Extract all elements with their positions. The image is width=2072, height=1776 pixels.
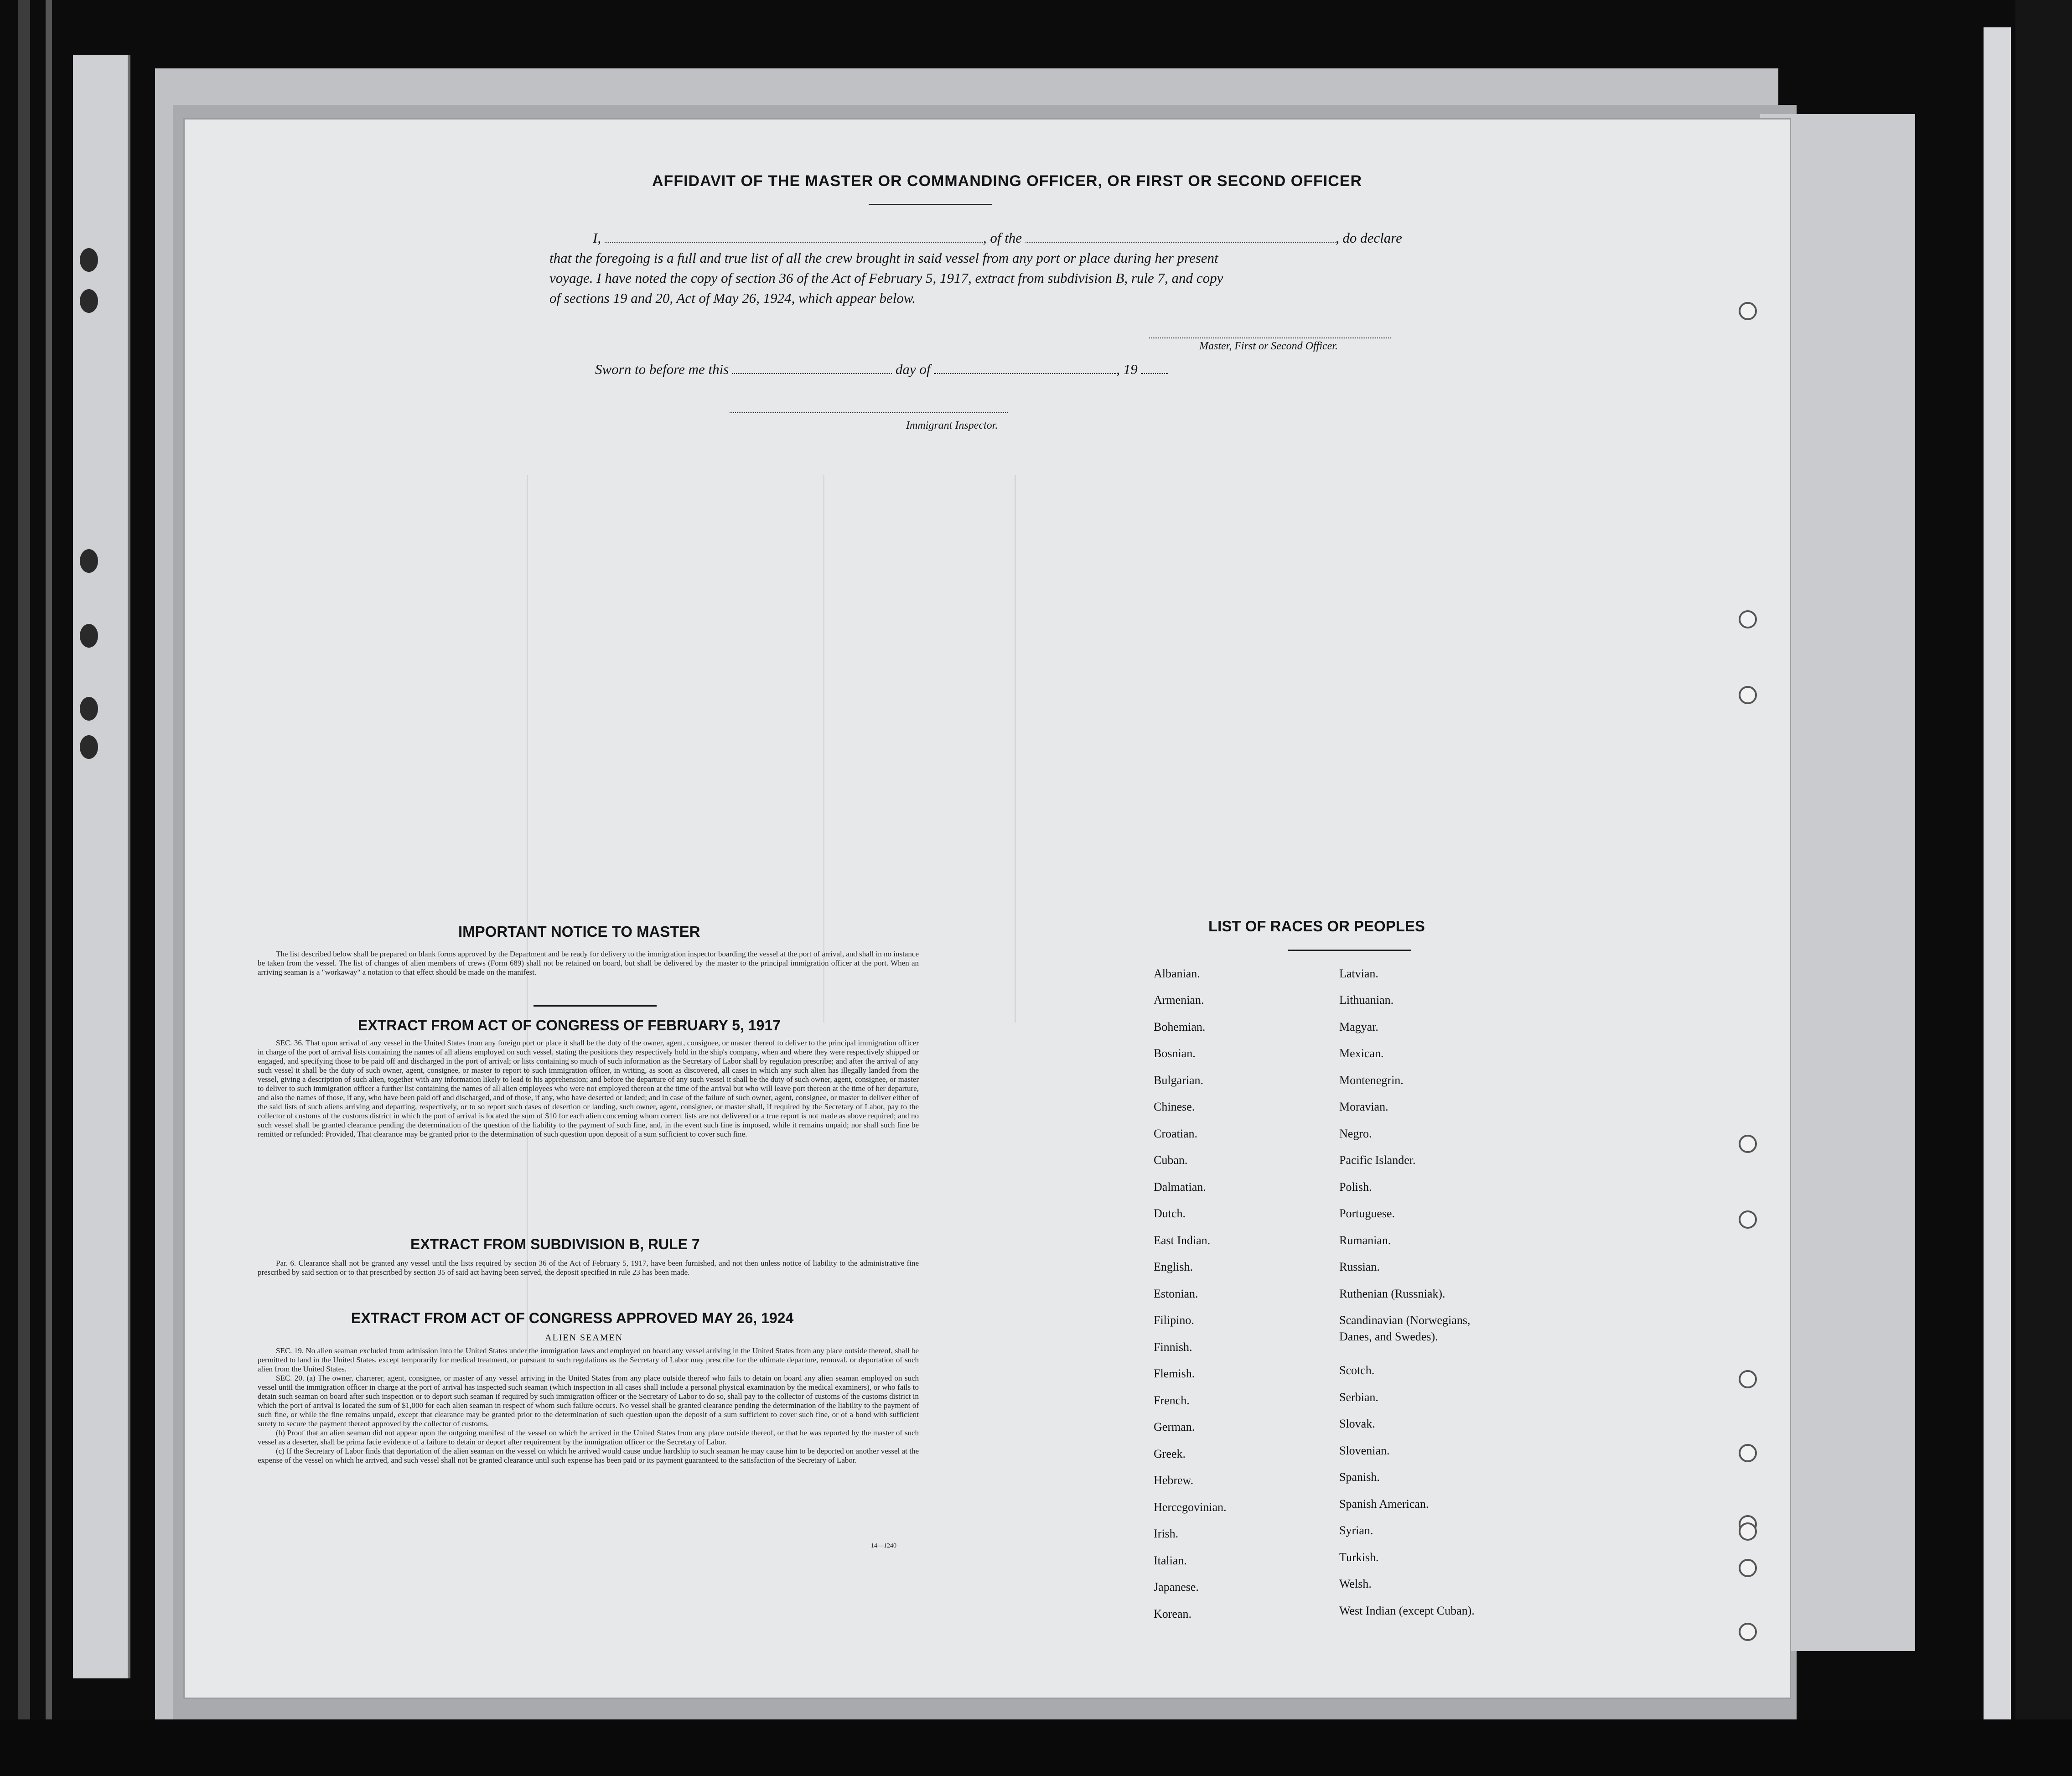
year-blank xyxy=(1141,373,1168,374)
punch-hole-icon xyxy=(1739,610,1757,628)
race-item: Chinese. xyxy=(1154,1100,1195,1113)
punch-hole-icon xyxy=(80,735,98,759)
inspector-signature-line xyxy=(730,412,1008,413)
race-item: Spanish American. xyxy=(1339,1497,1429,1511)
race-item: Filipino. xyxy=(1154,1314,1194,1327)
binder-strip xyxy=(18,0,30,1776)
race-item: Polish. xyxy=(1339,1180,1372,1194)
extract-1924-title: EXTRACT FROM ACT OF CONGRESS APPROVED MAY 26, 1924 xyxy=(351,1310,794,1326)
race-item: Rumanian. xyxy=(1339,1234,1391,1247)
race-item: Serbian. xyxy=(1339,1391,1378,1404)
race-item: Montenegrin. xyxy=(1339,1074,1404,1087)
sworn-line xyxy=(595,361,1168,378)
extract-rule7-title: EXTRACT FROM SUBDIVISION B, RULE 7 xyxy=(410,1236,700,1252)
name-blank xyxy=(605,242,983,243)
bleed-through-line xyxy=(1015,475,1016,1023)
binder-strip xyxy=(46,0,52,1776)
race-item: Cuban. xyxy=(1154,1153,1188,1167)
race-item: Pacific Islander. xyxy=(1339,1153,1416,1167)
race-item: Bulgarian. xyxy=(1154,1074,1204,1087)
page-edge-strip xyxy=(1984,27,2011,1742)
race-item: Scotch. xyxy=(1339,1364,1375,1377)
affidavit-of-the: , of the xyxy=(983,230,1022,246)
races-title: LIST OF RACES OR PEOPLES xyxy=(1208,918,1425,935)
inspector-signature-label: Immigrant Inspector. xyxy=(906,420,998,431)
section-20c-text: (c) If the Secretary of Labor finds that deportation of the alien seaman on the vessel on which he arrived would cause undue hardship to such seaman he may cause him to be deported on another vessel at the expense of the vessel on which he arrived, and such vessel shall not be granted clearance until such expense has been paid or its payment guaranteed to the satisfaction of the Secretary of Labor. xyxy=(258,1447,919,1464)
race-item: Russian. xyxy=(1339,1260,1380,1273)
affidavit-i: I, xyxy=(593,230,601,246)
race-item: Hebrew. xyxy=(1154,1474,1194,1487)
race-item: German. xyxy=(1154,1420,1195,1433)
section-20b-text: (b) Proof that an alien seaman did not appear upon the outgoing manifest of the vessel on which he arrived in the United States from any place outside thereof, or that he was reported by the master of such vessel as a deserter, shall be prima facie evidence of a failure to detain or deport after requirement by the immigration officer or the Secretary of Labor. xyxy=(258,1428,919,1446)
punch-hole-icon xyxy=(1739,686,1757,704)
divider xyxy=(869,204,992,205)
divider xyxy=(534,1005,657,1007)
vessel-blank xyxy=(1026,242,1336,243)
race-item: East Indian. xyxy=(1154,1234,1211,1247)
notice-title: IMPORTANT NOTICE TO MASTER xyxy=(458,923,700,940)
section-20a-text: SEC. 20. (a) The owner, charterer, agent, consignee, or master of any vessel arriving in the United States from any place outside thereof who fails to detain on board any alien seaman employed on such vessel until the immigration officer in charge at the port of arrival has inspected such seaman (which inspection in all cases shall include a personal physical examination by the medical examiners), or who fails to detain such seaman on board after such inspection or to deport such seaman if required by such immigration officer or the Secretary of Labor to do so, shall pay to the collector of customs of the customs district in which the port of arrival is located the sum of $1,000 for each alien seaman in respect of whom such failure occurs. No vessel shall be granted clearance pending the determination of the liability to the payment of such fine, or while the fine remains unpaid, except that clearance may be granted prior to the determination of such question upon the deposit of a sum sufficient to cover such fine, or of a bond with sufficient surety to secure the payment thereof approved by the collector of customs. xyxy=(258,1374,919,1428)
race-item: Turkish. xyxy=(1339,1551,1379,1564)
race-item: West Indian (except Cuban). xyxy=(1339,1604,1475,1617)
sworn-month-blank xyxy=(934,373,1116,374)
alien-seamen-heading: ALIEN SEAMEN xyxy=(545,1333,623,1343)
divider xyxy=(1288,950,1411,951)
race-item: Greek. xyxy=(1154,1447,1186,1460)
master-signature-label: Master, First or Second Officer. xyxy=(1199,340,1338,352)
race-item: Croatian. xyxy=(1154,1127,1198,1140)
notice-paragraph: The list described below shall be prepared on blank forms approved by the Department and be ready for delivery to the immigration inspector boarding the vessel at the port of arrival, and shall in no instance be taken from the vessel. The list of changes of alien members of crews (Form 689) shall not be retained on board, but shall be delivered by the master to the principal immigration officer at the port. When an arriving seaman is a "workaway" a notation to that effect should be made on the manifest. xyxy=(258,950,919,976)
race-item: Dutch. xyxy=(1154,1207,1186,1220)
race-item: Korean. xyxy=(1154,1607,1192,1620)
punch-hole-icon xyxy=(80,549,98,573)
punch-hole-icon xyxy=(80,624,98,648)
rule-7-text: Par. 6. Clearance shall not be granted any vessel until the lists required by section 36 of the Act of February 5, 1917, have been furnished, and not then unless notice of liability to the administrative fine prescribed by said section or to that prescribed by section 35 of said act having been served, the deposit specified in rule 23 has been made. xyxy=(258,1259,919,1277)
year-prefix: , 19 xyxy=(1116,361,1138,377)
race-item: Magyar. xyxy=(1339,1020,1378,1033)
scan-border xyxy=(0,1719,2072,1776)
race-item: Bosnian. xyxy=(1154,1047,1196,1060)
extract-1917-body xyxy=(258,1039,919,1139)
race-item: Slovenian. xyxy=(1339,1444,1390,1457)
punch-hole-icon xyxy=(1739,1623,1757,1641)
punch-hole-icon xyxy=(1739,1444,1757,1462)
race-item: Slovak. xyxy=(1339,1417,1375,1430)
section-36-text: SEC. 36. That upon arrival of any vessel in the United States from any foreign port or place it shall be the duty of the owner, agent, consignee, or master thereof to deliver to the principal immigration officer in charge of the port of arrival lists containing the names of all aliens employed on such vessel, stating the positions they respectively hold in the ship's company, when and where they were respectively shipped or engaged, and specifying those to be paid off and discharged in the port of arrival; or lists containing so much of such information as the Secretary of Labor shall by regulation prescribe; and after the arrival of any such vessel it shall be the duty of such owner, agent, consignee, or master to report to such immigration officer, in writing, as soon as discovered, all cases in which any such alien has illegally landed from the vessel, giving a description of such alien, together with any information likely to lead to his apprehension; and before the departure of any such vessel it shall be the duty of such owner, agent, consignee, or master to deliver to such immigration officer a further list containing the names of all alien employees who were not employed thereon at the time of the arrival but who will leave port thereon at the time of her departure, and also the names of those, if any, who have been paid off and discharged, and of those, if any, who have deserted or landed; and in case of the failure of such owner, agent, consignee, or master to deliver either of the said lists of such aliens arriving and departing, respectively, or to so report such cases of desertion or landing, such owner, agent, consignee, or master shall, if required by the Secretary of Labor, pay to the collector of customs of the customs district in which the port of arrival is located the sum of $10 for each alien concerning whom correct lists are not delivered or a true report is not made as above required; and no such vessel shall be granted clearance pending the determination of the question of the liability to the payment of such fine, and, in the event such fine is imposed, while it remains unpaid; nor shall such fine be remitted or refunded: Provided, That clearance may be granted prior to the determination of such question upon deposit of a sum sufficient to cover such fine. xyxy=(258,1039,919,1138)
extract-1924-body xyxy=(258,1346,919,1465)
section-19-text: SEC. 19. No alien seaman excluded from admission into the United States under the immigration laws and employed on board any vessel arriving in the United States from any place outside thereof, shall be permitted to land in the United States, except temporarily for medical treatment, or pursuant to such regulations as the Secretary of Labor may prescribe for the ultimate departure, removal, or deportation of such alien from the United States. xyxy=(258,1346,919,1373)
punch-hole-icon xyxy=(1739,1559,1757,1577)
affidavit-text xyxy=(549,228,1439,308)
race-item: Welsh. xyxy=(1339,1577,1372,1590)
affidavit-line-3: voyage. I have noted the copy of section 36 of the Act of February 5, 1917, extract from subdivision B, rule 7, and copy xyxy=(549,270,1223,286)
race-item: Scandinavian (Norwegians, xyxy=(1339,1314,1471,1327)
extract-rule7-body xyxy=(258,1259,919,1277)
race-item: Irish. xyxy=(1154,1527,1179,1540)
race-item: Finnish. xyxy=(1154,1340,1192,1354)
race-item: Negro. xyxy=(1339,1127,1372,1140)
race-item: Ruthenian (Russniak). xyxy=(1339,1287,1445,1300)
race-item: Lithuanian. xyxy=(1339,993,1394,1007)
race-item: Latvian. xyxy=(1339,967,1378,980)
race-item: Syrian. xyxy=(1339,1524,1373,1537)
affidavit-line-4: of sections 19 and 20, Act of May 26, 1924, which appear below. xyxy=(549,290,916,306)
notice-body xyxy=(258,950,919,977)
race-item: Bohemian. xyxy=(1154,1020,1206,1033)
bleed-through-line xyxy=(823,475,824,1023)
race-item: French. xyxy=(1154,1394,1190,1407)
punch-hole-icon xyxy=(1739,302,1757,320)
race-item: Dalmatian. xyxy=(1154,1180,1206,1194)
race-item: Portuguese. xyxy=(1339,1207,1395,1220)
punch-hole-icon xyxy=(1739,1370,1757,1388)
affidavit-title: AFFIDAVIT OF THE MASTER OR COMMANDING OFFICER, OR FIRST OR SECOND OFFICER xyxy=(652,172,1362,190)
affidavit-line-1 xyxy=(549,228,1439,248)
punch-hole-icon xyxy=(80,697,98,721)
punch-hole-icon xyxy=(1739,1522,1757,1541)
race-item: Danes, and Swedes). xyxy=(1339,1330,1438,1343)
race-item: Italian. xyxy=(1154,1554,1187,1567)
form-page xyxy=(185,119,1790,1698)
day-of-text: day of xyxy=(895,361,931,377)
race-item: Flemish. xyxy=(1154,1367,1195,1380)
race-item: Albanian. xyxy=(1154,967,1200,980)
sworn-text: Sworn to before me this xyxy=(595,361,729,377)
punch-hole-icon xyxy=(1739,1135,1757,1153)
race-item: Moravian. xyxy=(1339,1100,1388,1113)
race-item: Estonian. xyxy=(1154,1287,1198,1300)
race-item: Armenian. xyxy=(1154,993,1204,1007)
punch-hole-icon xyxy=(80,248,98,272)
race-item: English. xyxy=(1154,1260,1193,1273)
punch-hole-icon xyxy=(1739,1210,1757,1229)
race-item: Hercegovinian. xyxy=(1154,1501,1227,1514)
race-item: Spanish. xyxy=(1339,1470,1380,1484)
sworn-day-blank xyxy=(732,373,892,374)
extract-1917-title: EXTRACT FROM ACT OF CONGRESS OF FEBRUARY 5, 1917 xyxy=(358,1017,781,1033)
race-item: Mexican. xyxy=(1339,1047,1384,1060)
affidavit-do-declare: , do declare xyxy=(1335,230,1402,246)
scan-border xyxy=(2015,0,2072,1776)
form-number: 14—1240 xyxy=(871,1542,896,1549)
race-item: Japanese. xyxy=(1154,1580,1199,1594)
affidavit-line-2: that the foregoing is a full and true list of all the crew brought in said vessel from any port or place during her present xyxy=(549,250,1218,266)
punch-hole-icon xyxy=(80,289,98,313)
